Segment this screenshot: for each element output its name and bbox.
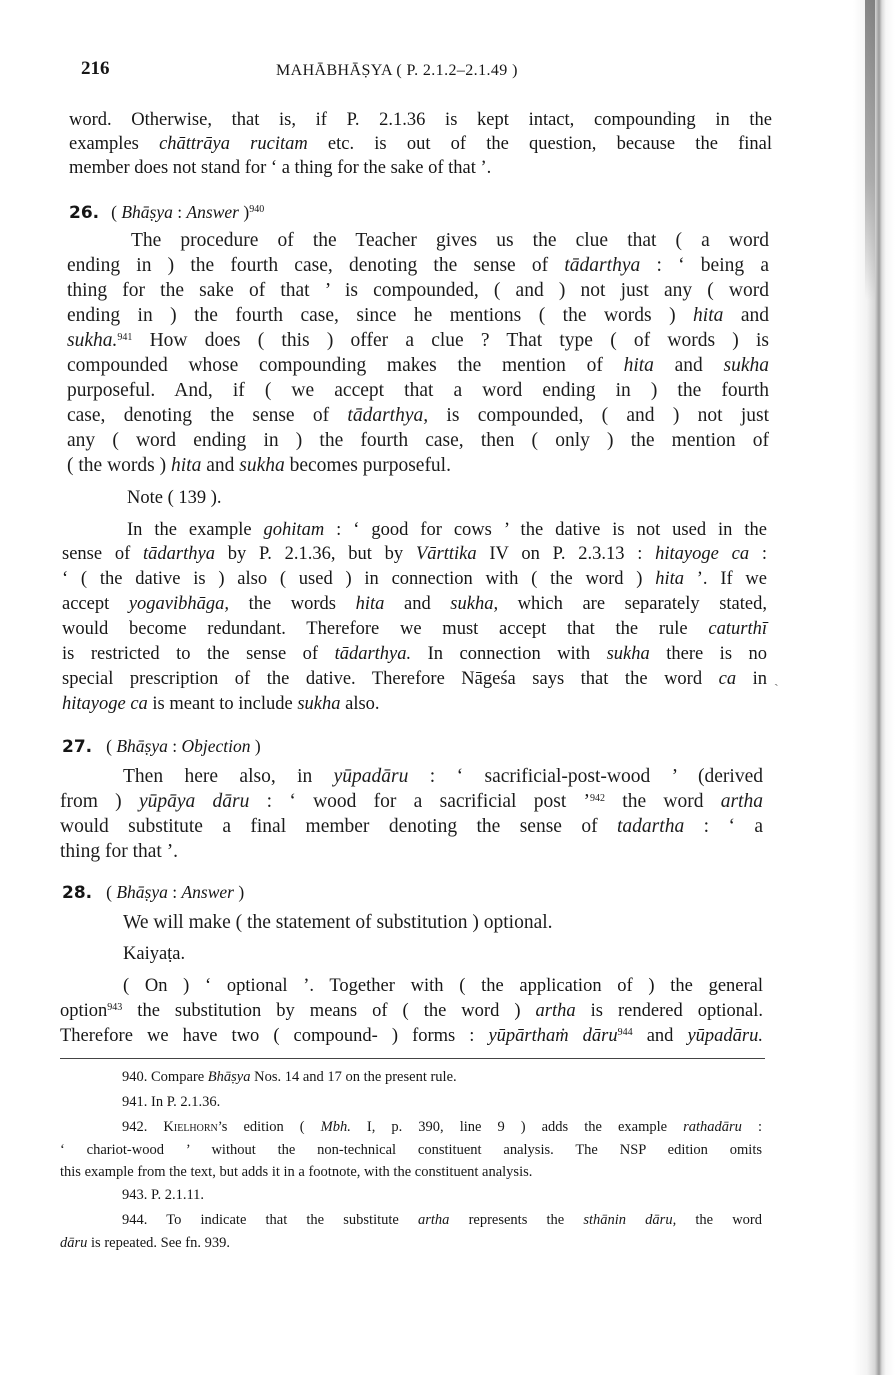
intro-line-2: examples chāttrāya rucitam etc. is out of the question, because the final: [69, 134, 772, 154]
sec26-line-1: The procedure of the Teacher gives us the clue that ( a word: [131, 230, 769, 251]
note-line-6: is restricted to the sense of tādarthya. In connection with sukha there is no: [62, 644, 768, 664]
footnote-940: 940. Compare Bhāṣya Nos. 14 and 17 on the present rule.: [122, 1069, 457, 1085]
note-line-2: sense of tādarthya by P. 2.1.36, but by Vārttika IV on P. 2.3.13 : hitayoge ca :: [62, 544, 767, 564]
section-heading: ( Bhāṣya : Answer )$^{940}$: [111, 202, 265, 222]
section-26-header: [69, 202, 264, 223]
section-27-header: [62, 736, 261, 757]
note-line-4: accept yogavibhāga, the words hita and sukha, which are separately stated,: [62, 594, 767, 614]
sec26-line-9: any ( word ending in ) the fourth case, then ( only ) the mention of: [67, 430, 769, 451]
sec28-line-1: We will make ( the statement of substitution ) optional.: [123, 912, 553, 933]
sec26-line-5: sukha.$^{941}$ How does ( this ) offer a clue ? That type ( of words ) is: [67, 330, 769, 351]
footnote-944-line-1: 944. To indicate that the substitute artha represents the sthānin dāru, the word: [122, 1212, 762, 1228]
sec26-line-4: ending in ) the fourth case, since he mentions ( the words ) hita and: [67, 305, 770, 326]
sec28-line-3: option$^{943}$ the substitution by means of ( the word ) artha is rendered optional.: [60, 1001, 763, 1021]
footnote-944-line-2: dāru is repeated. See fn. 939.: [60, 1235, 230, 1251]
scan-spine-shadow: [865, 0, 875, 300]
footnote-942-line-1: 942. Kielhorn’s edition ( Mbh. I, p. 390, line 9 ) adds the example rathadāru :: [122, 1119, 762, 1135]
section-number: 26.: [69, 203, 100, 223]
running-head: MAHĀBHĀṢYA ( P. 2.1.2–2.1.49 ): [276, 62, 518, 79]
section-number: 27.: [62, 737, 93, 757]
sec26-line-7: purposeful. And, if ( we accept that a word ending in ) the fourth: [67, 380, 769, 401]
sec28-line-4: Therefore we have two ( compound- ) forms : yūpārthaṁ dāru$^{944}$ and yūpadāru.: [60, 1026, 763, 1046]
sec26-line-6: compounded whose compounding makes the mention of hita and sukha: [67, 355, 770, 376]
footnote-943: 943. P. 2.1.11.: [122, 1187, 205, 1203]
intro-line-1: word. Otherwise, that is, if P. 2.1.36 is kept intact, compounding in the: [69, 110, 772, 130]
sec26-line-8: case, denoting the sense of tādarthya, is compounded, ( and ) not just: [67, 405, 769, 426]
note-line-1: In the example gohitam : ‘ good for cows ’ the dative is not used in the: [127, 520, 767, 540]
note-label: Note ( 139 ).: [127, 488, 222, 508]
sec26-line-2: ending in ) the fourth case, denoting the sense of tādarthya : ‘ being a: [67, 255, 770, 276]
footnote-rule: [60, 1058, 765, 1059]
footnote-942-line-2: ‘ chariot-wood ’ without the non-technical constituent analysis. The NSP edition omits: [60, 1142, 762, 1158]
section-heading: ( Bhāṣya : Answer ): [106, 882, 245, 902]
kaiyata-label: Kaiyaṭa.: [123, 944, 186, 964]
note-line-8: hitayoge ca is meant to include sukha also.: [62, 694, 380, 714]
sec27-line-2: from ) yūpāya dāru : ‘ wood for a sacrificial post ’$^{942}$ the word artha: [60, 791, 763, 812]
note-line-3: ‘ ( the dative is ) also ( used ) in connection with ( the word ) hita ’. If we: [62, 569, 768, 589]
note-line-5: would become redundant. Therefore we must accept that the rule caturthī: [62, 619, 767, 639]
sec26-line-3: thing for the sake of that ’ is compounded, ( and ) not just any ( word: [67, 280, 769, 301]
sec26-line-10: ( the words ) hita and sukha becomes purposeful.: [67, 455, 451, 476]
sec27-line-3: would substitute a final member denoting the sense of tadartha : ‘ a: [60, 816, 763, 837]
footnote-941: 941. In P. 2.1.36.: [122, 1094, 221, 1110]
sec28-line-2: ( On ) ‘ optional ’. Together with ( the application of ) the general: [123, 976, 763, 996]
note-line-7: special prescription of the dative. Therefore Nāgeśa says that the word ca in: [62, 669, 768, 689]
intro-line-3: member does not stand for ‘ a thing for the sake of that ’.: [69, 158, 492, 178]
section-number: 28.: [62, 883, 93, 903]
section-heading: ( Bhāṣya : Objection ): [106, 736, 261, 756]
sec27-line-1: Then here also, in yūpadāru : ‘ sacrificial-post-wood ’ (derived: [123, 766, 763, 787]
margin-mark: ˏ: [774, 672, 779, 687]
page-number: 216: [81, 58, 110, 79]
section-28-header: [62, 882, 244, 903]
footnote-942-line-3: this example from the text, but adds it in a footnote, with the constituent analysis.: [60, 1164, 533, 1180]
sec27-line-4: thing for that ’.: [60, 841, 179, 862]
